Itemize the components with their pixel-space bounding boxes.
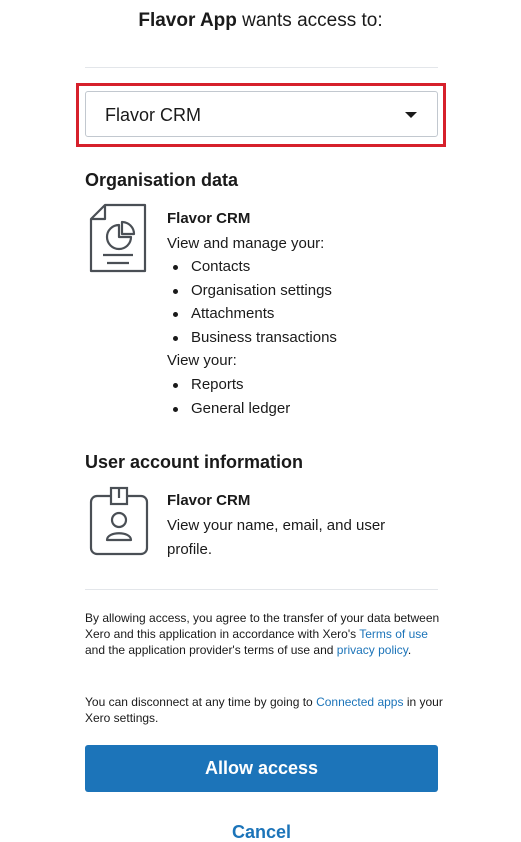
organisation-select-value: Flavor CRM [105,105,202,125]
app-name: Flavor App [138,10,237,31]
id-badge-icon [89,486,149,556]
manage-list [173,255,337,349]
title-text: wants access to: [242,10,383,31]
report-document-icon [89,203,147,273]
list-item: General ledger [173,397,290,421]
allow-access-button[interactable]: Allow access [85,745,438,792]
list-item: Attachments [173,302,337,326]
disconnect-text [85,694,445,726]
list-item: Reports [173,373,290,397]
cancel-button[interactable]: Cancel [85,822,438,842]
privacy-policy-link[interactable]: privacy policy [336,643,408,657]
organisation-select[interactable] [85,91,438,137]
list-item: Business transactions [173,326,337,350]
disconnect-text-part: You can disconnect at any time by going to [85,695,313,709]
page-title [0,10,521,32]
user-account-heading: User account information [85,452,304,472]
org-app-name: Flavor CRM [167,210,251,227]
consent-text [85,610,445,658]
list-item: Contacts [173,255,337,279]
organisation-data-heading: Organisation data [85,170,239,190]
user-info-line1: View your name, email, and user [167,517,386,534]
user-info-line2: profile. [167,541,213,558]
manage-label: View and manage your: [167,235,325,252]
consent-text-part: and the application provider's terms of use and [85,643,334,657]
divider [85,589,438,590]
view-label: View your: [167,352,237,369]
chevron-down-icon [405,112,417,118]
consent-text-part: By allowing access, you agree to the transfer of your data between Xero and this application in accordance with Xero's [85,611,440,641]
view-list [173,373,290,420]
connected-apps-link[interactable]: Connected apps [316,695,404,709]
divider [85,67,438,68]
terms-of-use-link[interactable]: Terms of use [359,627,428,641]
disconnect-text-part: in your Xero settings. [85,695,443,725]
user-app-name: Flavor CRM [167,492,251,509]
list-item: Organisation settings [173,279,337,303]
consent-text-part: . [407,643,412,657]
